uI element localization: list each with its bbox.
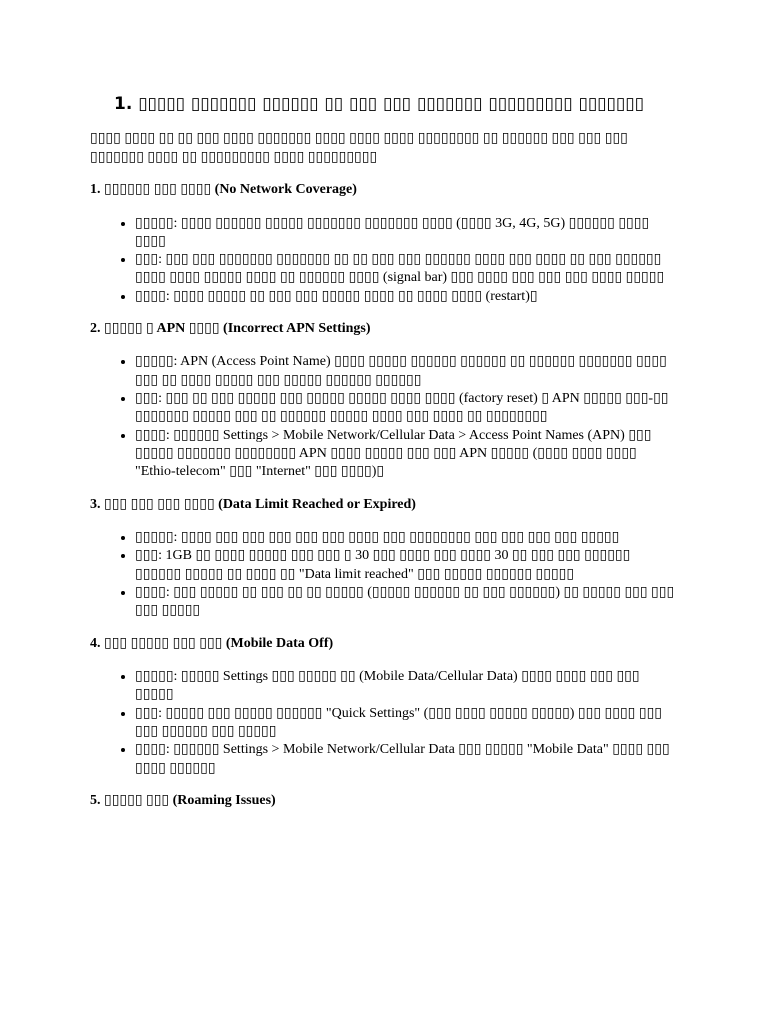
section-3-list	[90, 529, 680, 620]
section-heading-1: 1. ▯▯▯▯▯▯ ▯▯▯ ▯▯▯▯ (No Network Coverage)	[90, 182, 357, 197]
list-item: • ▯▯▯▯: ▯▯▯ ▯▯▯▯▯ ▯▯ ▯▯▯ ▯▯ ▯▯ ▯▯▯▯▯ (▯▯▯▯▯ ▯▯▯▯▯▯ ▯▯ ▯▯▯ ▯▯▯▯▯▯) ▯▯ ▯▯▯▯▯ ▯▯▯ ▯▯▯ ▯▯▯ ▯▯▯▯▯	[135, 584, 680, 621]
section-heading-3: 3. ▯▯▯ ▯▯▯ ▯▯▯ ▯▯▯▯ (Data Limit Reached or Expired)	[90, 496, 416, 512]
document-title: 1. ▯▯▯▯▯ ▯▯▯▯▯▯▯ ▯▯▯▯▯▯ ▯▯ ▯▯▯ ▯▯▯ ▯▯▯▯▯▯▯ ▯▯▯▯▯▯▯▯▯ ▯▯▯▯▯▯▯	[114, 94, 644, 114]
list-item: • ▯▯▯▯▯: ▯▯▯▯ ▯▯▯ ▯▯▯ ▯▯▯ ▯▯▯ ▯▯▯ ▯▯▯▯ ▯▯▯ ▯▯▯▯▯▯▯▯ ▯▯▯ ▯▯▯ ▯▯▯ ▯▯▯ ▯▯▯▯▯	[135, 529, 680, 547]
section-4-list	[90, 668, 680, 778]
list-item: • ▯▯▯▯: ▯▯▯▯▯▯ Settings > Mobile Network/Cellular Data ▯▯▯ ▯▯▯▯▯ "Mobile Data" ▯▯▯▯ ▯▯▯ ▯▯▯▯ ▯▯▯▯▯▯	[135, 741, 680, 778]
list-item: • ▯▯▯: ▯▯▯ ▯▯ ▯▯▯ ▯▯▯▯▯ ▯▯▯ ▯▯▯▯▯ ▯▯▯▯▯ ▯▯▯▯ ▯▯▯▯ (factory reset) ▯ APN ▯▯▯▯▯ ▯▯▯-▯▯ ▯▯▯▯▯▯▯ ▯▯▯▯▯ ▯▯▯ ▯▯ ▯▯▯▯▯▯ ▯▯▯▯▯ ▯▯▯▯ ▯▯▯ ▯▯▯▯ ▯▯ ▯▯▯▯▯▯▯▯	[135, 390, 680, 427]
section-1-list	[90, 215, 680, 306]
list-item: • ▯▯▯▯: ▯▯▯▯▯▯ Settings > Mobile Network/Cellular Data > Access Point Names (APN) ▯▯▯ ▯▯▯▯▯ ▯▯▯▯▯▯▯ ▯▯▯▯▯▯▯▯ APN ▯▯▯▯ ▯▯▯▯▯ ▯▯▯ ▯▯▯ APN ▯▯▯▯▯ (▯▯▯▯ ▯▯▯▯ ▯▯▯▯ "Ethio-telecom" ▯▯▯ "Internet" ▯▯▯ ▯▯▯▯)▯	[135, 427, 680, 482]
list-item: • ▯▯▯: ▯▯▯▯▯ ▯▯▯ ▯▯▯▯▯ ▯▯▯▯▯▯ "Quick Settings" (▯▯▯ ▯▯▯▯ ▯▯▯▯▯ ▯▯▯▯▯) ▯▯▯ ▯▯▯▯ ▯▯▯ ▯▯▯ ▯▯▯▯▯▯ ▯▯▯ ▯▯▯▯▯	[135, 705, 680, 742]
list-item: • ▯▯▯: ▯▯▯ ▯▯▯ ▯▯▯▯▯▯▯ ▯▯▯▯▯▯▯ ▯▯ ▯▯ ▯▯▯ ▯▯▯ ▯▯▯▯▯▯ ▯▯▯▯ ▯▯▯ ▯▯▯▯ ▯▯ ▯▯▯ ▯▯▯▯▯▯ ▯▯▯▯ ▯▯▯▯ ▯▯▯▯▯ ▯▯▯▯ ▯▯ ▯▯▯▯▯▯ ▯▯▯▯ (signal bar) ▯▯▯ ▯▯▯▯ ▯▯▯ ▯▯▯ ▯▯▯ ▯▯▯▯ ▯▯▯▯▯	[135, 251, 680, 288]
section-2-list	[90, 353, 680, 481]
section-heading-5: 5. ▯▯▯▯▯ ▯▯▯ (Roaming Issues)	[90, 792, 276, 808]
list-item: • ▯▯▯▯▯: ▯▯▯▯ ▯▯▯▯▯▯ ▯▯▯▯▯ ▯▯▯▯▯▯▯ ▯▯▯▯▯▯▯ ▯▯▯▯ (▯▯▯▯ 3G, 4G, 5G) ▯▯▯▯▯▯ ▯▯▯▯ ▯▯▯▯	[135, 215, 680, 252]
list-item: • ▯▯▯: 1GB ▯▯ ▯▯▯▯ ▯▯▯▯▯ ▯▯▯ ▯▯▯ ▯ 30 ▯▯▯ ▯▯▯▯ ▯▯▯ ▯▯▯▯ 30 ▯▯ ▯▯▯ ▯▯▯ ▯▯▯▯▯▯ ▯▯▯▯▯▯ ▯▯▯▯▯ ▯▯ ▯▯▯▯ ▯▯ "Data limit reached" ▯▯▯ ▯▯▯▯▯ ▯▯▯▯▯▯ ▯▯▯▯▯	[135, 547, 680, 584]
section-heading-4: 4. ▯▯▯ ▯▯▯▯▯ ▯▯▯ ▯▯▯ (Mobile Data Off)	[90, 635, 334, 651]
section-heading-2: 2. ▯▯▯▯▯ ▯ APN ▯▯▯▯ (Incorrect APN Settings)	[90, 320, 371, 336]
list-item: • ▯▯▯▯▯: APN (Access Point Name) ▯▯▯▯ ▯▯▯▯▯ ▯▯▯▯▯▯ ▯▯▯▯▯▯ ▯▯ ▯▯▯▯▯▯ ▯▯▯▯▯▯▯ ▯▯▯▯ ▯▯▯ ▯▯ ▯▯▯▯ ▯▯▯▯▯ ▯▯▯ ▯▯▯▯▯ ▯▯▯▯▯▯ ▯▯▯▯▯▯	[135, 353, 680, 390]
document-body	[90, 92, 680, 825]
list-item: • ▯▯▯▯▯: ▯▯▯▯▯ Settings ▯▯▯ ▯▯▯▯▯ ▯▯ (Mobile Data/Cellular Data) ▯▯▯▯ ▯▯▯▯ ▯▯▯ ▯▯▯ ▯▯▯▯▯	[135, 668, 680, 705]
intro-paragraph: ▯▯▯▯ ▯▯▯▯ ▯▯ ▯▯ ▯▯▯ ▯▯▯▯ ▯▯▯▯▯▯▯ ▯▯▯▯ ▯▯▯▯ ▯▯▯▯ ▯▯▯▯▯▯▯▯ ▯▯ ▯▯▯▯▯▯ ▯▯▯ ▯▯▯ ▯▯▯ ▯▯▯▯▯▯▯ ▯▯▯▯ ▯▯ ▯▯▯▯▯▯▯▯▯ ▯▯▯▯ ▯▯▯▯▯▯▯▯▯	[90, 131, 628, 165]
list-item: • ▯▯▯▯: ▯▯▯▯ ▯▯▯▯▯ ▯▯ ▯▯▯ ▯▯▯ ▯▯▯▯▯ ▯▯▯▯ ▯▯ ▯▯▯▯ ▯▯▯▯ (restart)▯	[135, 288, 680, 306]
